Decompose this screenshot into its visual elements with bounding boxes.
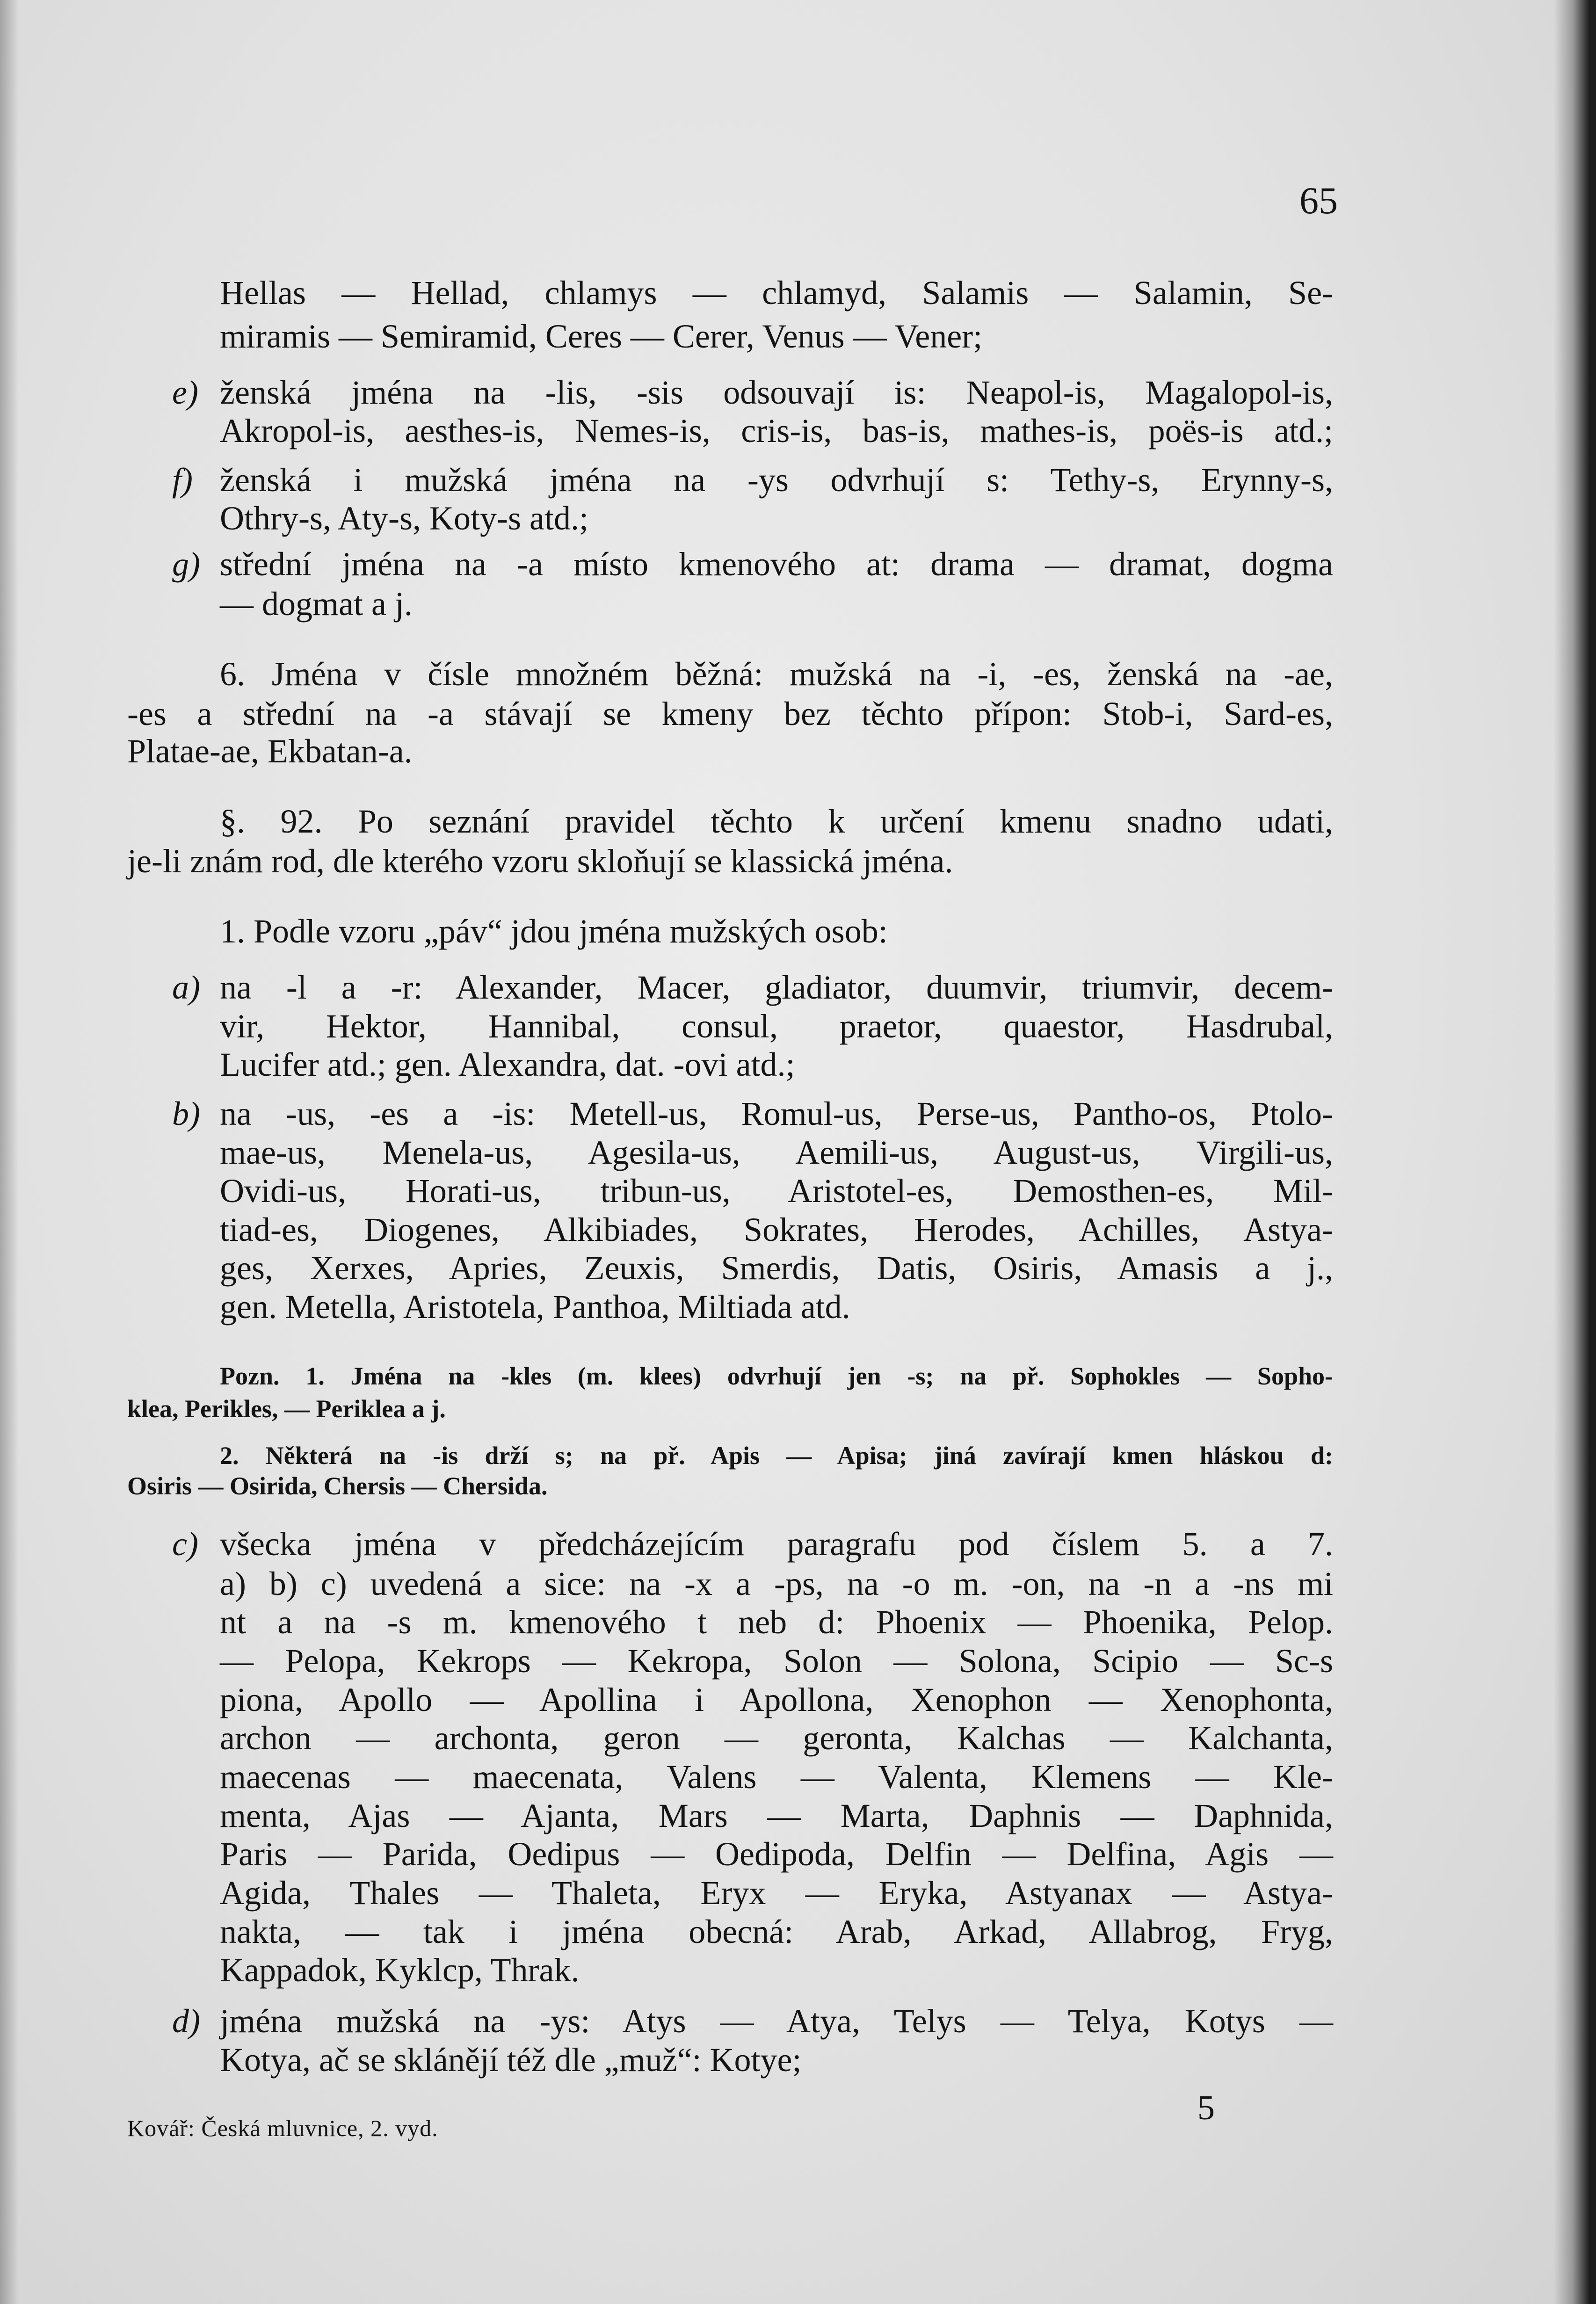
- item-label-g: g): [172, 545, 200, 583]
- text-line: jména mužská na -ys: Atys — Atya, Telys — Telya, Kotys —: [220, 2002, 1333, 2040]
- page-number: 65: [1299, 179, 1338, 222]
- text-line: Hellas — Hellad, chlamys — chlamyd, Salamis — Salamin, Se-: [220, 274, 1333, 312]
- item-label-e: e): [172, 374, 198, 411]
- text-line: ges, Xerxes, Apries, Zeuxis, Smerdis, Datis, Osiris, Amasis a j.,: [220, 1249, 1333, 1287]
- signature-mark: 5: [1197, 2089, 1215, 2127]
- note-line: Pozn. 1. Jména na -kles (m. klees) odvrhují jen -s; na př. Sophokles — Sopho-: [220, 1362, 1333, 1390]
- footer-book-title: Kovář: Česká mluvnice, 2. vyd.: [127, 2115, 438, 2141]
- note-line: Osiris — Osirida, Chersis — Chersida.: [127, 1472, 548, 1500]
- item-label-d: d): [172, 2002, 200, 2040]
- text-line: je-li znám rod, dle kterého vzoru skloňují se klassická jména.: [127, 842, 953, 880]
- text-line: Agida, Thales — Thaleta, Eryx — Eryka, Astyanax — Astya-: [220, 1874, 1333, 1912]
- text-line: vir, Hektor, Hannibal, consul, praetor, quaestor, Hasdrubal,: [220, 1007, 1333, 1045]
- text-line: ženská jména na -lis, -sis odsouvají is: Neapol-is, Magalopol-is,: [220, 374, 1333, 411]
- text-line: nakta, — tak i jména obecná: Arab, Arkad, Allabrog, Fryg,: [220, 1913, 1333, 1950]
- text-line: Paris — Parida, Oedipus — Oedipoda, Delfin — Delfina, Agis —: [220, 1835, 1333, 1873]
- text-line: Kappadok, Kyklcp, Thrak.: [220, 1951, 580, 1989]
- text-line: nt a na -s m. kmenového t neb d: Phoenix — Phoenika, Pelop.: [220, 1603, 1333, 1641]
- text-line: mae-us, Menela-us, Agesila-us, Aemili-us, August-us, Virgili-us,: [220, 1134, 1333, 1171]
- note-line: 2. Některá na -is drží s; na př. Apis — Apisa; jiná zavírají kmen hláskou d:: [220, 1442, 1333, 1470]
- text-line: Othry-s, Aty-s, Koty-s atd.;: [220, 500, 588, 537]
- text-line: maecenas — maecenata, Valens — Valenta, Klemens — Kle-: [220, 1758, 1333, 1796]
- text-line: piona, Apollo — Apollina i Apollona, Xenophon — Xenophonta,: [220, 1681, 1333, 1718]
- text-line: — Pelopa, Kekrops — Kekropa, Solon — Solona, Scipio — Sc-s: [220, 1642, 1333, 1680]
- text-line: a) b) c) uvedená a sice: na -x a -ps, na -o m. -on, na -n a -ns mi: [220, 1565, 1333, 1602]
- text-line: na -us, -es a -is: Metell-us, Romul-us, Perse-us, Pantho-os, Ptolo-: [220, 1095, 1333, 1132]
- text-line: gen. Metella, Aristotela, Panthoa, Miltiada atd.: [220, 1288, 850, 1326]
- text-line: menta, Ajas — Ajanta, Mars — Marta, Daphnis — Daphnida,: [220, 1797, 1333, 1834]
- text-line: střední jména na -a místo kmenového at: drama — dramat, dogma: [220, 545, 1333, 583]
- note-line: klea, Perikles, — Periklea a j.: [127, 1395, 446, 1423]
- text-line: 6. Jména v čísle množném běžná: mužská na -i, -es, ženská na -ae,: [220, 655, 1333, 693]
- text-line: Ovidi-us, Horati-us, tribun-us, Aristotel-es, Demosthen-es, Mil-: [220, 1172, 1333, 1210]
- text-line: — dogmat a j.: [220, 585, 413, 623]
- item-label-c: c): [172, 1525, 198, 1563]
- text-line: miramis — Semiramid, Ceres — Cerer, Venus — Vener;: [220, 318, 983, 355]
- text-line: na -l a -r: Alexander, Macer, gladiator, duumvir, triumvir, decem-: [220, 969, 1333, 1006]
- item-label-a: a): [172, 969, 200, 1006]
- text-line: §. 92. Po seznání pravidel těchto k určení kmenu snadno udati,: [220, 803, 1333, 840]
- item-label-b: b): [172, 1095, 200, 1132]
- text-line: Lucifer atd.; gen. Alexandra, dat. -ovi atd.;: [220, 1046, 795, 1083]
- text-line: ženská i mužská jména na -ys odvrhují s: Tethy-s, Erynny-s,: [220, 461, 1333, 499]
- text-line: Akropol-is, aesthes-is, Nemes-is, cris-is, bas-is, mathes-is, poës-is atd.;: [220, 412, 1333, 449]
- text-line: Platae-ae, Ekbatan-a.: [127, 732, 413, 770]
- item-label-f: f): [172, 461, 193, 499]
- text-line: 1. Podle vzoru „páv“ jdou jména mužských osob:: [220, 913, 888, 950]
- text-line: všecka jména v předcházejícím paragrafu pod číslem 5. a 7.: [220, 1525, 1333, 1563]
- text-line: archon — archonta, geron — geronta, Kalchas — Kalchanta,: [220, 1719, 1333, 1757]
- text-line: tiad-es, Diogenes, Alkibiades, Sokrates, Herodes, Achilles, Astya-: [220, 1211, 1333, 1248]
- text-line: Kotya, ač se sklánějí též dle „muž“: Kotye;: [220, 2041, 802, 2079]
- text-line: -es a střední na -a stávají se kmeny bez těchto přípon: Stob-i, Sard-es,: [127, 695, 1333, 732]
